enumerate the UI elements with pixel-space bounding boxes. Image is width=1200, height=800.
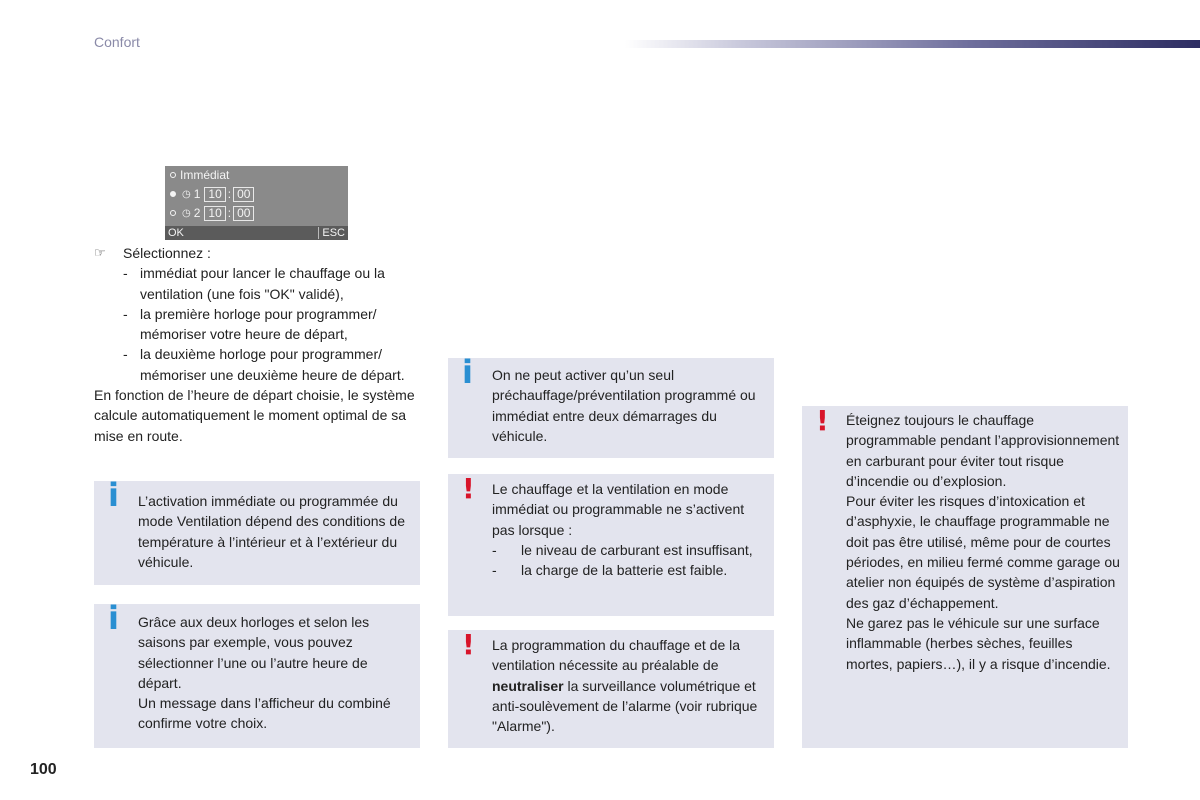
note-text: On ne peut activer qu’un seul préchauffage/préventilation programmé ou immédiat entre deux démarrages du véhicule. [492, 367, 756, 444]
display-immediate-label: Immédiat [180, 168, 230, 182]
radio-icon [170, 210, 176, 216]
display-row-immediate [165, 166, 229, 184]
clock-icon: ◷ [182, 207, 191, 219]
note-list [492, 540, 766, 581]
warning-icon: ! [816, 404, 829, 437]
time-separator: : [227, 187, 232, 201]
info-note-ventilation [94, 476, 420, 585]
radio-selected-icon [170, 191, 176, 197]
note-text [492, 635, 766, 736]
note-text: Pour éviter les risques d’intoxication et d’asphyxie, le chauffage programmable ne doit pas être utilisé, même pour de courtes périodes, en milieu fermé comme garage ou atelier non équipés de système d’aspiration des gaz d’échappement. [846, 493, 1120, 611]
note-text: Grâce aux deux horloges et selon les saisons par exemple, vous pouvez sélectionner l’une ou l’autre heure de départ. [138, 614, 370, 691]
list-item: - immédiat pour lancer le chauffage ou la ventilation (une fois "OK" validé), [123, 263, 424, 304]
info-icon: i [108, 476, 119, 514]
warning-icon: ! [462, 628, 475, 661]
note-text: Éteignez toujours le chauffage programmable pendant l’approvisionnement en carburant pour éviter tout risque d’incendie ou d’explosion. [846, 412, 1120, 489]
clock-icon: ◷ [182, 188, 191, 200]
info-icon: i [108, 599, 119, 637]
radio-icon [170, 172, 176, 178]
section-title: Confort [94, 34, 140, 50]
instructions [94, 243, 424, 446]
info-note-clocks [94, 599, 420, 748]
clock-2-minutes: 00 [233, 206, 254, 221]
list-item: - la première horloge pour programmer/ mémoriser votre heure de départ, [123, 304, 424, 345]
warning-icon: ! [462, 472, 475, 505]
time-separator: : [227, 206, 232, 220]
warning-note-not-active [448, 474, 774, 616]
pointing-hand-icon: ☞ [94, 245, 106, 260]
list-item: - la charge de la batterie est faible. [492, 560, 766, 580]
clock-1-minutes: 00 [233, 187, 254, 202]
header-band [625, 40, 1200, 48]
warning-note-safety [802, 406, 1128, 748]
note-text: Ne garez pas le véhicule sur une surface inflammable (herbes sèches, feuilles mortes, papiers…), il y a risque d’incendie. [846, 614, 1111, 672]
info-icon: i [462, 353, 473, 391]
display-row-clock-2 [165, 204, 254, 222]
info-note-single-program [448, 353, 774, 458]
page-number: 100 [30, 761, 57, 778]
esc-softkey: ESC [318, 227, 348, 239]
note-text: L’activation immédiate ou programmée du mode Ventilation dépend des conditions de température à l’intérieur et à l’extérieur du véhicule. [138, 493, 405, 570]
display-row-clock-1 [165, 185, 254, 203]
note-text: Le chauffage et la ventilation en mode immédiat ou programmable ne s’activent pas lorsque : [492, 481, 745, 538]
warning-note-alarm [448, 630, 774, 748]
ok-softkey: OK [168, 227, 184, 239]
note-text: Un message dans l’afficheur du combiné confirme votre choix. [138, 695, 391, 732]
clock-1-label: 1 [193, 187, 201, 201]
instructions-list [94, 263, 424, 385]
list-item: - le niveau de carburant est insuffisant, [492, 540, 766, 560]
note-text-part: la surveillance volumétrique et anti-soulèvement de l’alarme (voir rubrique "Alarme"). [492, 677, 758, 735]
clock-2-label: 2 [193, 206, 201, 220]
clock-1-hours: 10 [204, 187, 225, 202]
heater-display [165, 166, 348, 240]
note-emphasis: neutraliser [492, 677, 564, 694]
list-item: - la deuxième horloge pour programmer/ mémoriser une deuxième heure de départ. [123, 344, 424, 385]
note-text-part: La programmation du chauffage et de la ventilation nécessite au préalable de [492, 637, 741, 674]
instructions-lead: Sélectionnez : [123, 245, 211, 261]
display-softkeys [165, 226, 348, 240]
clock-2-hours: 10 [204, 206, 225, 221]
instructions-paragraph: En fonction de l’heure de départ choisie, le système calcule automatiquement le moment optimal de sa mise en route. [94, 387, 415, 444]
